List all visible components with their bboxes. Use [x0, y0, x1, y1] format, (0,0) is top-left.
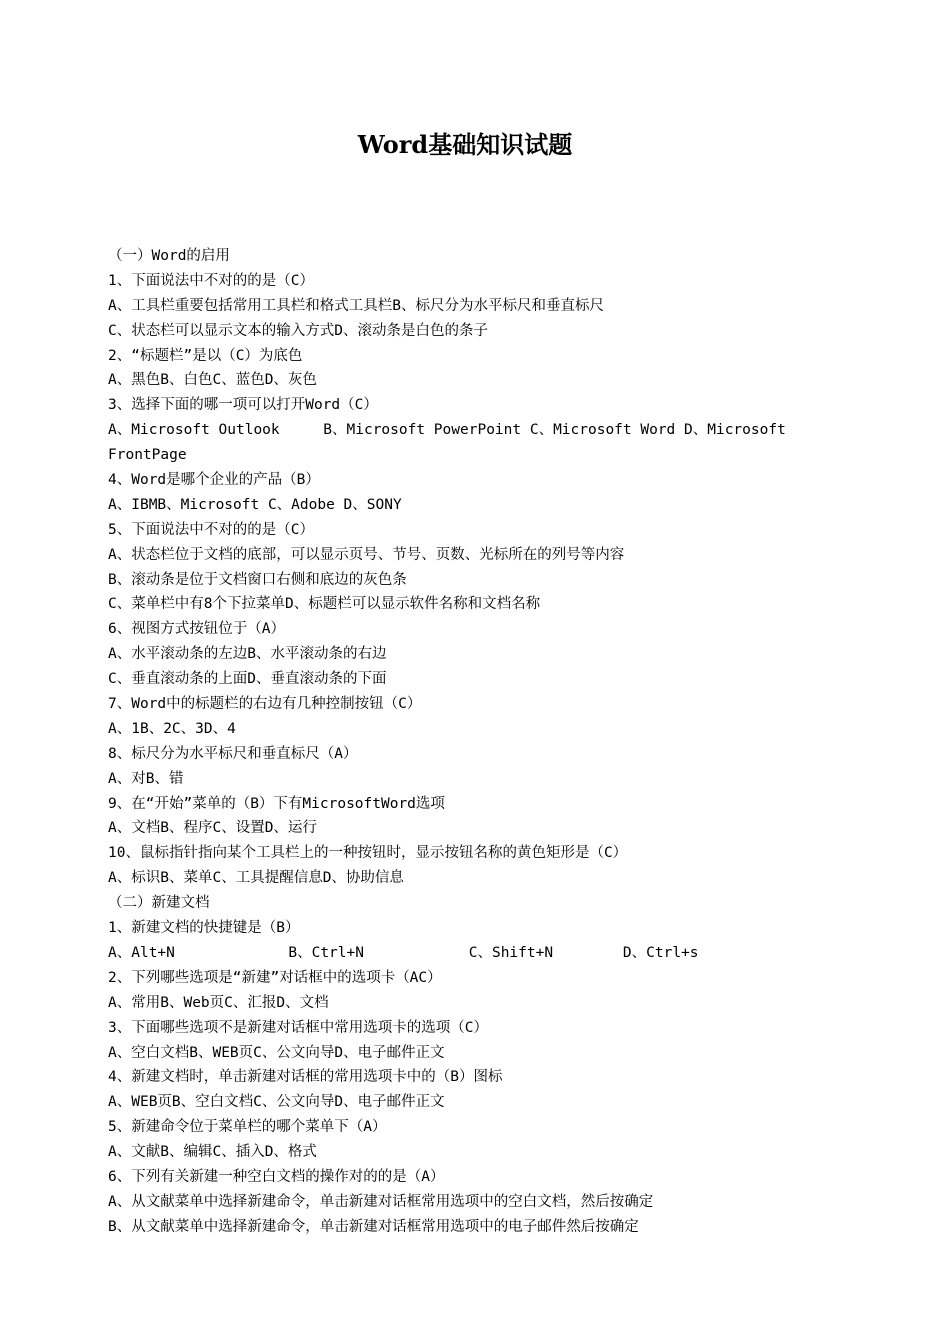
answer-options: A、Alt+N B、Ctrl+N C、Shift+N D、Ctrl+s — [108, 944, 699, 961]
answer-options: C、状态栏可以显示文本的输入方式D、滚动条是白色的条子 — [108, 322, 488, 339]
question: 4、新建文档时，单击新建对话框的常用选项卡中的（B）图标 — [108, 1069, 503, 1086]
answer-options: A、水平滚动条的左边B、水平滚动条的右边 — [108, 646, 387, 663]
question: 5、下面说法中不对的的是（C） — [108, 521, 314, 538]
question: 8、标尺分为水平标尺和垂直标尺（A） — [108, 745, 358, 762]
answer-options: A、1B、2C、3D、4 — [108, 720, 236, 737]
answer-options: A、标识B、菜单C、工具提醒信息D、协助信息 — [108, 870, 404, 887]
question: 3、下面哪些选项不是新建对话框中常用选项卡的选项（C） — [108, 1019, 488, 1036]
document-title: Word基础知识试题 — [357, 130, 573, 159]
answer-options: B、从文献菜单中选择新建命令，单击新建对话框常用选项中的电子邮件然后按确定 — [108, 1218, 639, 1235]
section-heading: （一）Word的启用 — [108, 248, 230, 264]
question: 2、“标题栏”是以（C）为底色 — [108, 347, 303, 364]
question: 1、新建文档的快捷键是（B） — [108, 920, 300, 937]
answer-options: A、文献B、编辑C、插入D、格式 — [108, 1144, 317, 1161]
question: 6、视图方式按钮位于（A） — [108, 621, 285, 638]
question: 9、在“开始”菜单的（B）下有MicrosoftWord选项 — [108, 795, 445, 812]
answer-options: A、工具栏重要包括常用工具栏和格式工具栏B、标尺分为水平标尺和垂直标尺 — [108, 297, 604, 314]
answer-options: A、空白文档B、WEB页C、公文向导D、电子邮件正文 — [108, 1044, 445, 1061]
answer-options: B、滚动条是位于文档窗口右侧和底边的灰色条 — [108, 571, 407, 588]
question: 7、Word中的标题栏的右边有几种控制按钮（C） — [108, 696, 422, 713]
answer-options: A、黑色B、白色C、蓝色D、灰色 — [108, 372, 317, 389]
answer-options: A、IBMB、Microsoft C、Adobe D、SONY — [108, 496, 402, 513]
question: 3、选择下面的哪一项可以打开Word（C） — [108, 397, 378, 414]
answer-options: A、WEB页B、空白文档C、公文向导D、电子邮件正文 — [108, 1094, 445, 1111]
question: 10、鼠标指针指向某个工具栏上的一种按钮时，显示按钮名称的黄色矩形是（C） — [108, 845, 628, 862]
section-heading: （二）新建文档 — [108, 895, 210, 912]
answer-options: A、Microsoft Outlook B、Microsoft PowerPoint C、Microsoft Word D、Microsoft — [108, 422, 786, 439]
question: 4、Word是哪个企业的产品（B） — [108, 472, 320, 489]
answer-options: A、状态栏位于文档的底部，可以显示页号、节号、页数、光标所在的列号等内容 — [108, 546, 625, 563]
answer-options: C、垂直滚动条的上面D、垂直滚动条的下面 — [108, 671, 387, 688]
answer-options: A、文档B、程序C、设置D、运行 — [108, 820, 317, 837]
question: 5、新建命令位于菜单栏的哪个菜单下（A） — [108, 1119, 387, 1136]
document-body — [108, 244, 788, 1240]
answer-options: FrontPage — [108, 447, 187, 464]
question: 6、下列有关新建一种空白文档的操作对的的是（A） — [108, 1168, 445, 1185]
answer-options: A、从文献菜单中选择新建命令，单击新建对话框常用选项中的空白文档，然后按确定 — [108, 1193, 654, 1210]
question: 1、下面说法中不对的的是（C） — [108, 272, 314, 289]
answer-options: C、菜单栏中有8个下拉菜单D、标题栏可以显示软件名称和文档名称 — [108, 596, 541, 613]
answer-options: A、常用B、Web页C、汇报D、文档 — [108, 994, 329, 1011]
question: 2、下列哪些选项是“新建”对话框中的选项卡（AC） — [108, 969, 442, 986]
answer-options: A、对B、错 — [108, 770, 184, 787]
